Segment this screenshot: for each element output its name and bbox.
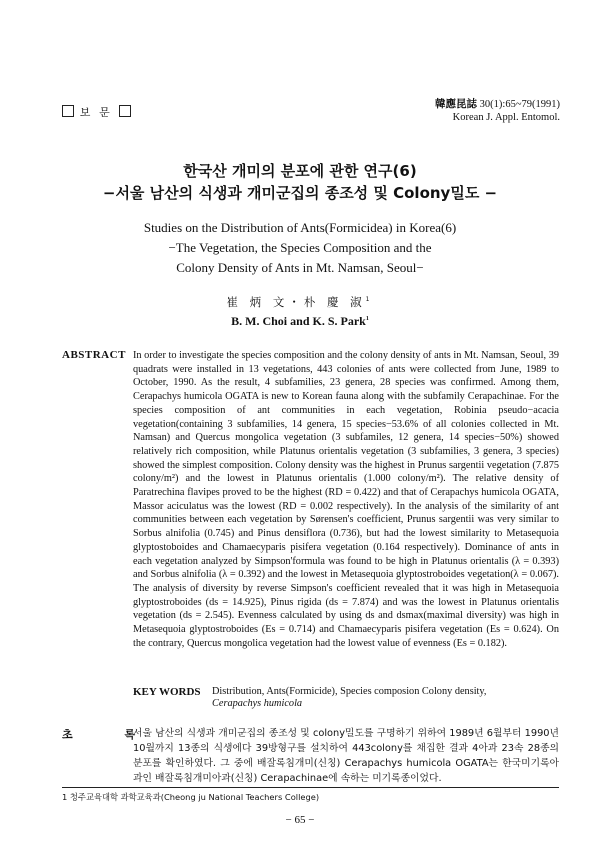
abstract-body: In order to investigate the species composition and the colony density of ants in Mt. Namsan, Seoul, 39 quadrats were installed in 13 vegetations, 443 colonies of ants were collected from June, 1989 to October, 1990. As the result, 4 subfamilies, 23 genera, 28 species was confirmed. Among them, Cerapachys humicola OGATA is new to Korean fauna along with the subfamily Cerapachinae. For the species composition of ant communities in each vegetation, Robinia pseudo−acacia vegetation(containing 3 subfamilies, 14 genera, 15 species−53.6% of all colonies collected in Mt. Namsan) and Quercus mongolica vegetation (3 subfamiles, 12 genera, 14 species−50%) showed relatively rich composition, while Platunus orientalis vegetation (3 subfamilies, 3 genera, 3 species) showed the simplest composition. Colony density was the highest in Prunus sargentii vegetation (7.875 colony/m²) and the lowest in Platunus orientalis (1.000 colony/m²). The relative density of Paratrechina flavipes proved to be the highest (RD = 0.422) and that of Cerapachys humicola OGATA, Massor aciculatus was the lowest (RD = 0.002 respectively). In the analysis of the similarity of ant communities between each vegetation by Sørensen's coefficient, Prunus sargentii was very similar to Sorbus alnifolia (0.745) and Pinus densiflora (0.736), but had the lowest similarity to Metasequoia glyptostoboides and Chamaecyparis pisifera vegetation (0.164 respectively). Dominance of ants in each vegetation analyzed by Simpson'formula was found to be high in Platunus orientalis (λ = 0.393) and Sorbus alnifolia (λ = 0.392) and the lowest in Metasequoia glyptostroboides vegetation(λ = 0.067). The analysis of diversity by reverse Simpson's coefficient revealed that it was high in Metasequoia glyptostroboides (ds = 14.925), Pinus rigida (ds = 7.874) and was the lowest in Platunus orientalis vegetation (ds = 2.545). Evenness calculated by using ds and dsmax(maximal diversity) was high in Metasequoia glyptostroboides (Es = 0.714) and Chamaecyparis pisifera vegetation (Es = 0.624). On the contrary, Quercus mongolica vegetation had the lowest value of evenness (Es = 0.182). (133, 350, 559, 649)
korean-title: 한국산 개미의 분포에 관한 연구(6) −서울 남산의 식생과 개미군집의 종조성 및 Colony밀도 − (102, 162, 498, 202)
affiliation-mark: 1 (365, 296, 374, 303)
journal-reference (435, 98, 560, 124)
page-number: − 65 − (285, 814, 315, 826)
journal-volume: 30(1):65~79(1991) (477, 99, 560, 110)
affiliation-mark: 1 (365, 316, 369, 322)
journal-english: Korean J. Appl. Entomol. (452, 112, 560, 123)
keywords-label: KEY WORDS (133, 686, 201, 698)
abstract-label: ABSTRACT (62, 349, 126, 361)
keywords-body: Distribution, Ants(Formicide), Species composion Colony density, Cerapachys humicola (212, 686, 487, 709)
korean-abstract-label: 초 록 (62, 728, 160, 741)
checkbox-icon (62, 105, 74, 117)
footnote: 1 청주교육대학 과학교육과(Cheong ju National Teachers College) (62, 792, 320, 802)
english-title: Studies on the Distribution of Ants(Formicidea) in Korea(6) −The Vegetation, the Species Composition and the Colony Density of Ants in Mt. Namsan, Seoul− (143, 220, 457, 275)
footnote-divider (62, 787, 559, 788)
journal-name: 韓應昆誌 (435, 99, 478, 110)
paper-type-label: 보 문 (62, 104, 131, 120)
korean-abstract-body: 서울 남산의 식생과 개미군집의 종조성 및 colony밀도를 구명하기 위하여 1989년 6월부터 1990년 10월까지 13종의 식생에다 39방형구를 설치하여 443colony를 채집한 결과 4아과 23속 28종의 분포를 확인하였다. 그 중에 배잘록침개미(신칭) Cerapachys humicola OGATA는 한국미기록아과인 배잘록침개미아과(신칭) Cerapachinae에 속하는 미기록종이었다. (133, 728, 559, 784)
english-authors: B. M. Choi and K. S. Park$^1$ (231, 314, 369, 328)
checkbox-icon (119, 105, 131, 117)
korean-authors: 崔 炳 文・朴 慶 淑$^1$ (226, 295, 374, 309)
